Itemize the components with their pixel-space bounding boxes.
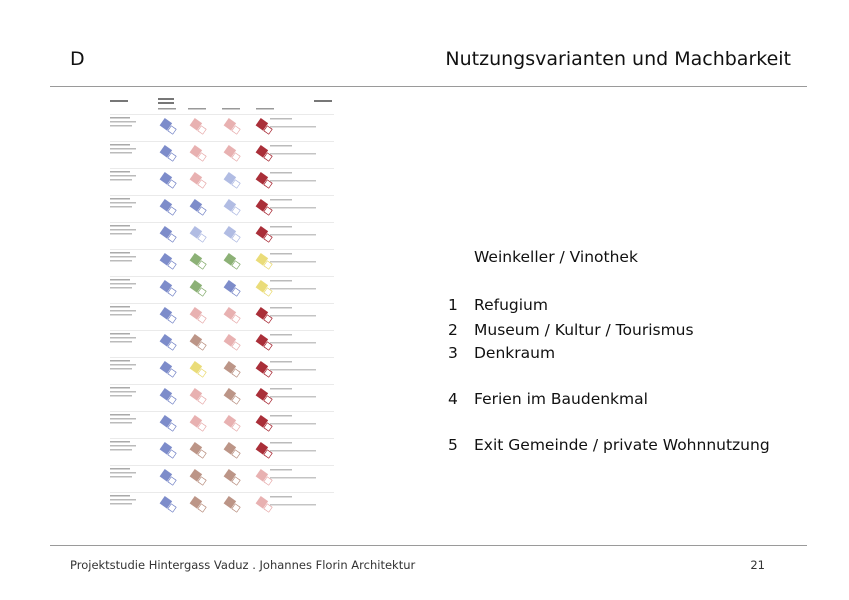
diagram-building-block [224,253,237,266]
diagram-row-note-mark [270,234,316,236]
diagram-building-block [224,388,237,401]
diagram-row-label-mark [110,117,130,119]
diagram-row-label-mark [110,422,132,424]
diagram-row-note-mark [270,261,316,263]
option-label: Ferien im Baudenkmal [474,390,648,408]
diagram-header-mark [314,100,332,102]
diagram-building-block [160,442,173,455]
diagram-row-divider [110,276,334,277]
diagram-building-block [256,334,269,347]
diagram-row-note-mark [270,388,292,390]
diagram-row-note-mark [270,118,292,120]
diagram-row-note-mark [270,226,292,228]
diagram-building-block [190,496,203,509]
diagram-row-label-mark [110,202,136,204]
diagram-building-block [190,361,203,374]
diagram-column-mark [222,108,240,110]
diagram-building-block [160,253,173,266]
diagram-row-label-mark [110,441,130,443]
diagram-row-note-mark [270,253,292,255]
diagram-row-label-mark [110,333,130,335]
diagram-row-label-mark [110,260,132,262]
diagram-row-note-mark [270,126,316,128]
diagram-building-block [160,145,173,158]
diagram-row-note-mark [270,415,292,417]
diagram-row-note-mark [270,153,316,155]
diagram-row-label-mark [110,152,132,154]
diagram-row-label-mark [110,503,132,505]
diagram-row-label-mark [110,144,130,146]
diagram-row-label-mark [110,395,132,397]
diagram-building-block [160,280,173,293]
diagram-building-block [256,172,269,185]
diagram-row-label-mark [110,175,136,177]
diagram-row-label-mark [110,252,130,254]
diagram-row-note-mark [270,396,316,398]
diagram-row-label-mark [110,125,132,127]
diagram-row-label-mark [110,179,132,181]
diagram-building-block [224,415,237,428]
diagram-row-note-mark [270,477,316,479]
diagram-building-block [224,496,237,509]
variants-diagram-canvas [110,96,334,516]
diagram-row-divider [110,195,334,196]
diagram-header-mark [158,98,174,100]
diagram-row-note-mark [270,442,292,444]
diagram-row-note-mark [270,180,316,182]
option-number: 4 [448,390,458,408]
diagram-building-block [190,253,203,266]
option-label: Refugium [474,296,548,314]
diagram-row-note-mark [270,496,292,498]
diagram-row-divider [110,438,334,439]
diagram-row-label-mark [110,391,136,393]
diagram-building-block [190,307,203,320]
diagram-row-divider [110,114,334,115]
diagram-row-divider [110,492,334,493]
diagram-row-note-mark [270,280,292,282]
diagram-row-label-mark [110,414,130,416]
diagram-building-block [224,469,237,482]
diagram-row-label-mark [110,287,132,289]
diagram-row-label-mark [110,306,130,308]
diagram-row-label-mark [110,283,136,285]
page-number: 21 [750,558,765,572]
diagram-header-mark [158,102,174,104]
diagram-row-label-mark [110,449,132,451]
diagram-building-block [160,469,173,482]
diagram-building-block [224,199,237,212]
diagram-row-divider [110,303,334,304]
diagram-building-block [256,307,269,320]
diagram-building-block [224,145,237,158]
diagram-column-mark [158,108,176,110]
diagram-row-label-mark [110,225,130,227]
diagram-building-block [256,280,269,293]
diagram-row-divider [110,357,334,358]
diagram-building-block [224,226,237,239]
diagram-row-label-mark [110,171,130,173]
diagram-building-block [224,442,237,455]
diagram-row-label-mark [110,310,136,312]
diagram-building-block [190,280,203,293]
diagram-row-note-mark [270,199,292,201]
diagram-building-block [190,145,203,158]
diagram-building-block [160,172,173,185]
option-number: 5 [448,436,458,454]
diagram-row-label-mark [110,198,130,200]
diagram-row-label-mark [110,445,136,447]
diagram-building-block [160,307,173,320]
diagram-column-mark [188,108,206,110]
diagram-building-block [160,361,173,374]
diagram-row-label-mark [110,476,132,478]
diagram-row-note-mark [270,504,316,506]
diagram-building-block [224,361,237,374]
diagram-header-mark [110,100,128,102]
diagram-row-note-mark [270,423,316,425]
diagram-row-divider [110,465,334,466]
footer-text: Projektstudie Hintergass Vaduz . Johannes Florin Architektur [70,558,416,572]
options-heading: Weinkeller / Vinothek [474,248,638,266]
diagram-building-block [224,334,237,347]
diagram-building-block [256,388,269,401]
diagram-building-block [256,253,269,266]
diagram-row-note-mark [270,288,316,290]
diagram-building-block [160,226,173,239]
option-number: 1 [448,296,458,314]
diagram-building-block [224,280,237,293]
diagram-building-block [190,442,203,455]
option-number: 2 [448,321,458,339]
diagram-building-block [256,145,269,158]
diagram-row-divider [110,411,334,412]
diagram-row-label-mark [110,148,136,150]
diagram-building-block [160,118,173,131]
diagram-building-block [224,118,237,131]
diagram-row-note-mark [270,469,292,471]
diagram-building-block [160,334,173,347]
diagram-row-note-mark [270,207,316,209]
diagram-row-note-mark [270,307,292,309]
diagram-row-note-mark [270,450,316,452]
diagram-row-label-mark [110,206,132,208]
page-title: Nutzungsvarianten und Machbarkeit [445,48,791,70]
diagram-building-block [190,334,203,347]
diagram-building-block [160,415,173,428]
diagram-row-label-mark [110,256,136,258]
diagram-row-label-mark [110,229,136,231]
diagram-row-divider [110,330,334,331]
diagram-building-block [190,415,203,428]
option-label: Museum / Kultur / Tourismus [474,321,694,339]
diagram-building-block [190,199,203,212]
diagram-row-label-mark [110,387,130,389]
diagram-row-note-mark [270,361,292,363]
diagram-row-divider [110,168,334,169]
diagram-row-label-mark [110,368,132,370]
diagram-row-note-mark [270,342,316,344]
diagram-row-note-mark [270,172,292,174]
diagram-building-block [256,415,269,428]
diagram-row-note-mark [270,334,292,336]
diagram-building-block [190,388,203,401]
diagram-building-block [256,442,269,455]
diagram-row-label-mark [110,468,130,470]
diagram-building-block [160,199,173,212]
diagram-building-block [190,172,203,185]
header-divider [50,86,807,87]
diagram-building-block [256,469,269,482]
diagram-building-block [256,226,269,239]
diagram-building-block [256,118,269,131]
diagram-building-block [160,388,173,401]
diagram-building-block [256,199,269,212]
diagram-building-block [160,496,173,509]
diagram-row-label-mark [110,495,130,497]
diagram-row-label-mark [110,418,136,420]
diagram-building-block [190,118,203,131]
section-letter: D [70,48,85,70]
diagram-row-divider [110,384,334,385]
diagram-row-label-mark [110,364,136,366]
diagram-building-block [190,226,203,239]
option-number: 3 [448,344,458,362]
diagram-row-note-mark [270,315,316,317]
footer-divider [50,545,807,546]
option-label: Denkraum [474,344,556,362]
diagram-row-label-mark [110,341,132,343]
diagram-row-label-mark [110,121,136,123]
usage-variants-diagram [110,96,334,516]
diagram-row-note-mark [270,145,292,147]
diagram-building-block [224,307,237,320]
diagram-building-block [190,469,203,482]
diagram-building-block [256,496,269,509]
diagram-row-label-mark [110,233,132,235]
diagram-row-divider [110,222,334,223]
diagram-row-divider [110,249,334,250]
diagram-row-label-mark [110,360,130,362]
diagram-row-label-mark [110,472,136,474]
diagram-building-block [224,172,237,185]
diagram-row-label-mark [110,337,136,339]
option-label: Exit Gemeinde / private Wohnnutzung [474,436,770,454]
diagram-row-note-mark [270,369,316,371]
diagram-column-mark [256,108,274,110]
diagram-row-label-mark [110,314,132,316]
diagram-row-divider [110,141,334,142]
diagram-building-block [256,361,269,374]
diagram-row-label-mark [110,279,130,281]
diagram-row-label-mark [110,499,136,501]
